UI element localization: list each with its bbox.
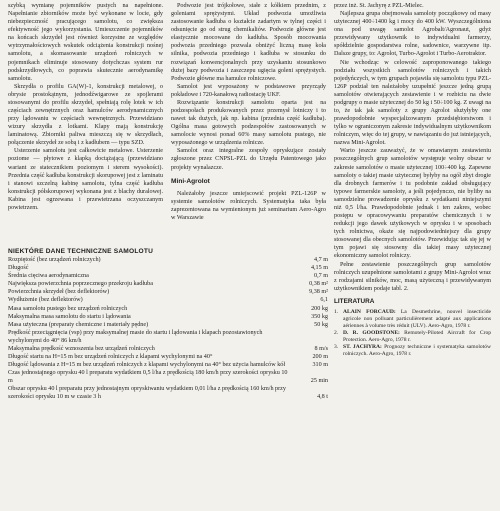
paragraph: Samolot oraz integralne zespoły opryskujące zostały zgłoszone przez CNPSL-PZL do Urzędu Patentowego jako projekty wynalazcze. — [171, 148, 326, 171]
spec-label: Średnia cięciwa aerodynamiczna — [8, 273, 89, 280]
paragraph: Usterzenie samolotu jest całkowicie metalowe. Usterzenie poziome — płytowe z klapką doctążającą (przewidziano wariant ze statecznikiem poziomym i sterem wysokości). Przednia część kadłuba konstrukcji skorupowej jest z laminatu i stanowi szczelną kabinę samolotu, tylna część kadłuba konstrukcji półskorupowej wykonana jest z blachy duralowej. Kabina jest ogrzewana i przewietrzana oczyszczanym powietrzem. — [8, 148, 163, 211]
spec-label: Długość startu na H=15 m bez urządzeń rolniczych z klapami wychylonymi na 40° — [8, 354, 213, 361]
paragraph: przez inż. St. Jachyrę z PZL-Mielec. — [334, 3, 424, 9]
spec-label: Długość — [8, 265, 29, 272]
technical-data-table — [8, 248, 328, 401]
paragraph: Najlepsza grupa obejmowała samoloty początkowy od masy użytecznej 400÷1400 kg i mocy do 400 kW. Wyszczególniona ona pod uwagę samolot Agrobalt/Agronaut, gdyż przewidywany użytkownik to indywidualni farmerzy, spółdzielnie gospodarstwa rolne, sadownice, warzywne itp. Dalsze grupy, to: Agrolot, Turbo-Agrolot i Turbo-Aerotraktor. — [334, 11, 491, 58]
literature-text: La Desmethrine, nouvel insecticide agricole non polluant particulièrement adapté aux applications aériennes à volume très réduit (ULV). Aero-Agro, 1978 r. — [343, 308, 491, 329]
spec-row — [8, 296, 328, 304]
literature-item — [334, 344, 491, 358]
spec-value: 200 m — [312, 354, 328, 361]
spec-value: 310 m — [312, 362, 328, 369]
spec-row — [8, 321, 328, 329]
literature-item — [334, 330, 491, 344]
spec-row — [8, 361, 328, 369]
literature-author: ST. JACHYRA: — [343, 344, 382, 351]
paragraph: Należałoby jeszcze umiejscowić projekt PZL-126P w systemie samolotów rolniczych. Systematyka taka była zaprezentowana na wymienionym już seminarium Aero-Agro w Warszawie — [171, 190, 326, 221]
literature-author: D. R. GOODSTONE: — [343, 330, 400, 337]
spec-row — [8, 329, 328, 345]
paragraph: szybką wymianę pojemników pustych na napełnione. Napełnianie zbiorników może być wykonane w locie, gdy niebezpieczność pracującego samolotu, co zwiększa efektywność jego wykorzystania. Umieszczenie pojemników na końcach skrzydeł jest również korzystne ze względów wytrzymałościowych wskutek odciążenia konstrukcji nośnej samolotu, a skomasowanie urządzeń rolniczych w pojemnikach eliminuje stosowany dotychczas system rur podskrzydłowych, co poprawia skutecznie aerodynamikę samolotu. — [8, 3, 163, 82]
spec-label: Obszar oprysku 40 l preparatu przy jednostajnym opryskiwaniu wydatkiem 0,01 l/ha z prędkością 160 km/h przy szerokości oprysku 10 m w czasie 3 h — [8, 386, 286, 401]
paragraph: Podwozie jest trójkołowe, stałe z kółkiem przednim, z goleniami sprężystymi. Układ podwozia umożliwia zastosowanie kadłuba o kształcie zadartym w tylnej części i odsunięcie go od strug chemikaliów. Podwozie główne jest elastycznie mocowane do kadłuba. Sposób mocowania podwozia przedniego pozwala obniżyć liczną masę koła silnika, podwozia przedniego i kadłuba w stosunku do rozwiązań konwencjonalnych przy uzyskaniu stosunkowo dużej bazy podwozia i zaszczepu ugięcia goleni sprężystych. Podwozie główne ma hamulce rolniczowe. — [171, 3, 326, 82]
spec-label: Maksymalna prędkość wznoszenia bez urządzeń rolniczych — [8, 345, 155, 352]
paragraph: Nie wchodząc w celowość zaproponowanego takiego podziału wszystkich samolotów rolniczych i takich pojedyńczych, w tym grupach pojawiła się samolotu typu PZL-126P podział ten należałoby uzupełnić jeszcze jedną grupą samolotów otwierających zestawienie i w rozbiciu na dwie podgrupy o masie użytecznej do 50 kg i 50÷100 kg. Z uwagi na to, że tak jak samoloty z grupy Agrolot służyłyby one prawdopodobnie wyspecjalizowanym przedsiębiorstwom i tylko w ograniczonym zakresie indywidualnym użytkownikom rolniczym, więc do tej grupy, w nawiązaniu do już istniejących, nazwa Mini-Agrolot. — [334, 59, 491, 147]
spec-value: 25 min — [310, 378, 328, 385]
literature-list — [334, 309, 491, 358]
spec-label: Długość lądowania z H=15 m bez urządzeń rolniczych z klapami wychylonymi na 40° bez użycia hamulców kół — [8, 362, 286, 369]
spec-label: Powierzchnia skrzydeł (bez deflektorów) — [8, 289, 110, 296]
spec-row — [8, 305, 328, 313]
spec-label: Masa użyteczna (preparaty chemiczne i materiały pędne) — [8, 321, 149, 328]
spec-row — [8, 288, 328, 296]
spec-row — [8, 280, 328, 288]
column-1 — [8, 2, 163, 212]
spec-label: Czas jednostajnego oprysku 40 l preparatu wydatkiem 0,5 l/ha z prędkością 180 km/h przy szerokości oprysku 10 m — [8, 370, 288, 385]
spec-value: 4,7 m — [314, 257, 328, 264]
spec-value: 4,8 t — [317, 394, 328, 401]
literature-text: Remotely-Piloted Aircraft for Crop Protection. Aero-Agro, 1978 r. — [343, 330, 491, 344]
spec-value: 0,7 m — [314, 273, 328, 280]
spec-row — [8, 272, 328, 280]
spec-value: 50 kg — [314, 321, 328, 328]
paragraph: Skrzydła o profilu GA(W)-1, konstrukcji metalowej, o obrysie prostokątnym, jednodźwigarowe ze spojlerami stosowanymi do profilu skrzydeł, spełniają rolę lotek w ich częściach zewnętrznych oraz hamulców aerodynamicznych przy lądowaniu w częściach wewnętrznych. Przewidziano wizury skrzydła z lotkami. Klapy mają konstrukcję laminatową. Zbiorniki paliwa mieszczą się w skrzydłach, połączenie skrzydeł ze sobą i z kadłubem — typu SZD. — [8, 83, 163, 147]
spec-label: Maksymalna masa samolotu do startu i lądowania — [8, 313, 131, 320]
spec-label: Wydłużenie (bez deflektorów) — [8, 297, 83, 304]
spec-value: 9,38 m² — [309, 289, 328, 296]
literature-number: 2. — [334, 330, 339, 337]
spec-value: 350 kg — [311, 313, 328, 320]
spec-row — [8, 369, 328, 385]
spec-label: Prędkość przeciągnięcia (vsp) przy maksymalnej masie do startu i lądowania i klapach pozostawionych wychylonymi do 40° 86 km/h — [8, 329, 263, 344]
spec-row — [8, 385, 328, 401]
spec-row — [8, 264, 328, 272]
spec-label: Masa samolotu pustego bez urządzeń rolniczych — [8, 305, 128, 312]
spec-value: 8 m/s — [314, 345, 328, 352]
section-heading-mini-agrolot: Mini-Agrolot — [171, 177, 210, 185]
spec-label: Rozpiętość (bez urządzeń rolniczych) — [8, 257, 101, 264]
literature-item — [334, 309, 491, 330]
spec-row — [8, 353, 328, 361]
spec-value: 0,38 m² — [309, 281, 328, 288]
spec-label: Największa powierzchnia poprzecznego przekroju kadłuba — [8, 281, 153, 288]
spec-row — [8, 256, 328, 264]
technical-data-title: NIEKTÓRE DANE TECHNICZNE SAMOLOTU — [8, 248, 154, 255]
column-2 — [171, 2, 326, 222]
spec-row — [8, 345, 328, 353]
paragraph: Rozwiązanie konstrukcji samolotu oparta jest na podzespołach produkowanych przez przemysł lotniczy i to nawet tak dużych, jak np. kabina (przednia część kadłuba). Ogólna masa gotowych podzespołów zastosowanych w samolocie wynosi ponad 60% masy samolotu pustego, nie wyposażonego w urządzenia rolnicze. — [171, 99, 326, 147]
spec-value: 4,15 m — [310, 265, 328, 272]
literature-text: Prognozy techniczne i systematyka samolotów rolniczych. Aero-Agro, 1978 r. — [343, 344, 491, 358]
literature-author: ALAIN FORCAUD: — [343, 308, 396, 315]
paragraph: Samolot jest wyposażony w podstawowe przyrządy pokładowe i 720-kanałową radiostację UKF. — [171, 83, 326, 98]
paragraph: Pełne zestawienie poszczególnych grup samolotów rolniczych uzupełnione samolotami z grupy Mini-Agrolot wraz z rodzajami silników, moc, masą użyteczną i przewidywanym użytkownikiem podaje tabl. 2. — [334, 261, 491, 292]
spec-value: 6,1 — [320, 297, 328, 304]
spec-value: 200 kg — [311, 305, 328, 312]
literature-number: 1. — [334, 308, 339, 315]
paragraph: Warto jeszcze zauważyć, że w omawianym zestawieniu poszczególnych grup samolotów występuje wolny obszar w zakresie samolotów o masie użytecznej 100÷400 kg. Zapewne samoloty o takiej masie użytecznej byłyby na ogół zbyt drogie dla drobnych farmerów i tu podobnie zakład obsługujący typowe farmerskie samoloty, a jeśli pojedynczo, nie byliby na samodzielne prowadzenie oprysku z wydatkami niniejszymi niż 0,5 l/ha. Prawdopodobnie jednak i ten zakres, wobec postępu w opracowywaniu preparatów chemicznych i w redukcji jego dawek użytkowych w oprysku i w sposobach tych rolnictwa, okaże się najpodowiedniejszy dla grupy stosowanej dla obecnych samolotów. Przewidując tak się jej w tym pojawi się stosowny dla takiej masy użytecznej ekonomiczny samolot rolniczy. — [334, 148, 491, 260]
literature-number: 3. — [334, 344, 339, 351]
column-3 — [334, 2, 491, 358]
literature-heading: LITERATURA — [334, 297, 375, 305]
spec-row — [8, 313, 328, 321]
